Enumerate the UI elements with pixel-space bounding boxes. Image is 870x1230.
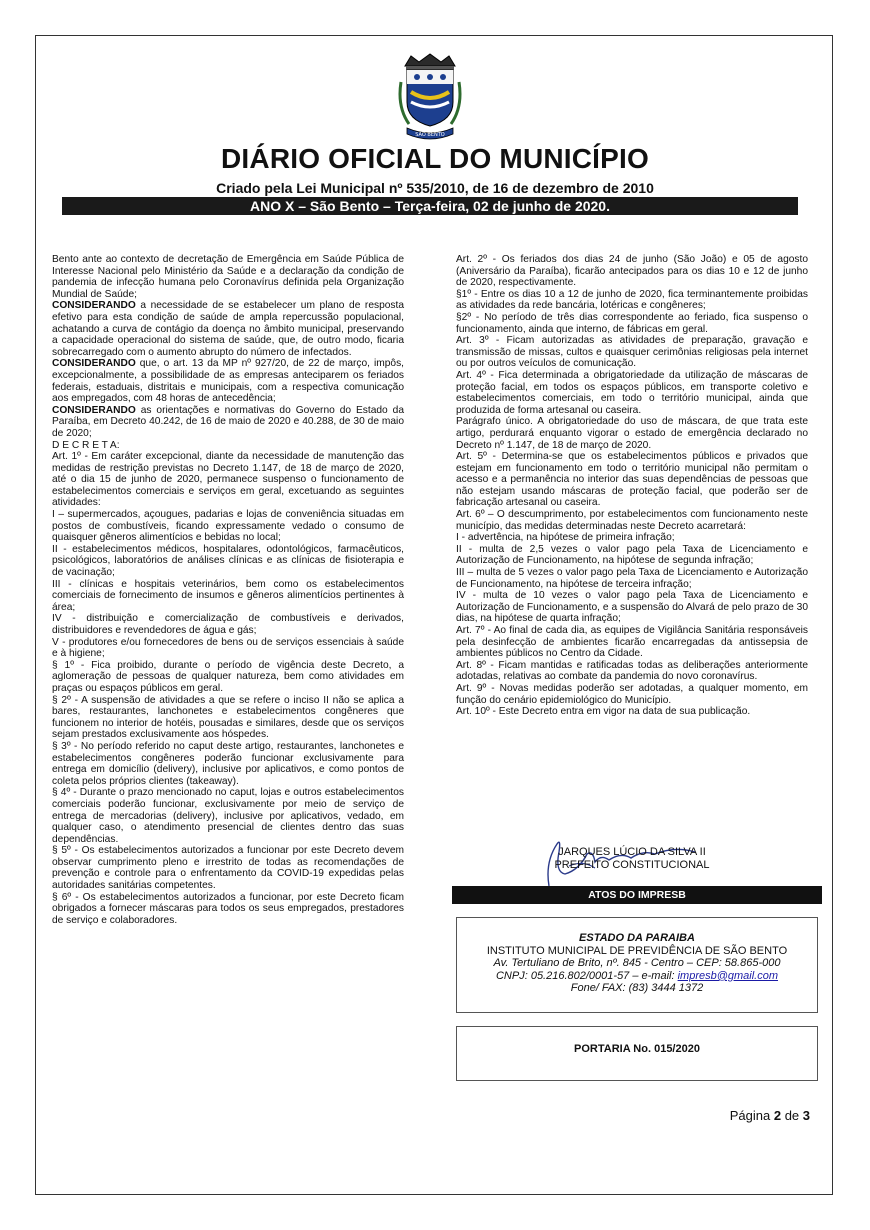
page-total: 3 bbox=[802, 1108, 810, 1123]
left-paragraph bbox=[52, 451, 404, 509]
page-number-middle: de bbox=[781, 1108, 803, 1123]
left-column bbox=[52, 254, 404, 926]
right-paragraph: Parágrafo único. A obrigatoriedade do uso de máscara, de que trata este artigo, perdurará enquanto vigorar o estado de emergência declarado no Decreto nº 1.147, de 18 de março de 2020. bbox=[456, 416, 808, 451]
right-paragraph: II - multa de 2,5 vezes o valor pago pela Taxa de Licenciamento e Autorização de Funcionamento, na hipótese de segunda infração; bbox=[456, 543, 808, 567]
paragraph-text: § 2º - A suspensão de atividades a que se refere o inciso II não se aplica a bares, restaurantes, lanchonetes e estabelecimentos congêneres que funcionem no interior de hotéis, pousadas e similares, desde que os serviços sejam prestados exclusivamente aos hóspedes. bbox=[52, 694, 404, 741]
left-paragraph bbox=[52, 613, 404, 636]
institute-name: INSTITUTO MUNICIPAL DE PREVIDÊNCIA DE SÃO BENTO bbox=[486, 944, 788, 957]
page-number bbox=[690, 1108, 810, 1123]
right-paragraph: III – multa de 5 vezes o valor pago pela Taxa de Licenciamento e Autorização de Funcionamento, na hipótese de terceira infração; bbox=[456, 567, 808, 590]
atos-banner: ATOS DO IMPRESB bbox=[452, 886, 822, 904]
municipal-crest-icon bbox=[397, 52, 463, 142]
cnpj-text: CNPJ: 05.216.802/0001-57 – e-mail: bbox=[495, 969, 678, 982]
paragraph-text: II - estabelecimentos médicos, hospitalares, odontológicos, farmacêuticos, psicológicos, laboratórios de análises clínicas e as clínicas de fisioterapia e de vacinação; bbox=[52, 543, 404, 579]
left-paragraph bbox=[52, 695, 404, 741]
right-paragraph: Art. 3º - Ficam autorizadas as atividades de preparação, gravação e transmissão de missas, cultos e quaisquer cerimônias religiosas pela internet ou por outros veículos de comunicação. bbox=[456, 335, 808, 370]
newspaper-title: DIÁRIO OFICIAL DO MUNICÍPIO bbox=[221, 143, 649, 174]
paragraph-text: que, o art. 13 da MP nº 927/20, de 22 de março, impôs, excepcionalmente, a possibilidade de as empresas anteciparem os feriados federais, estaduais, distritais e municipais, com a respectiva comunicação aos empregados, com 48 horas de antecedência; bbox=[52, 358, 404, 405]
right-paragraph: I - advertência, na hipótese de primeira infração; bbox=[456, 532, 675, 544]
considerando-keyword: CONSIDERANDO bbox=[52, 300, 136, 312]
right-paragraph: §2º - No período de três dias correspondente ao feriado, fica suspenso o funcionamento, ainda que interno, de fábricas em geral. bbox=[456, 311, 808, 335]
left-paragraph bbox=[52, 509, 404, 544]
paragraph-text: § 6º - Os estabelecimentos autorizados a funcionar, por este Decreto ficam obrigados a fornecer máscaras para todos os seus empregados, prestadores de serviço e colaboradores. bbox=[52, 891, 404, 926]
paragraph-text: IV - distribuição e comercialização de combustíveis e derivados, distribuidores e revendedores de água e gás; bbox=[52, 613, 404, 636]
email-link[interactable]: impresb@gmail.com bbox=[677, 969, 779, 982]
left-paragraph bbox=[52, 845, 404, 891]
edition-banner: ANO X – São Bento – Terça-feira, 02 de junho de 2020. bbox=[62, 197, 798, 215]
institute-contact bbox=[457, 970, 817, 983]
left-paragraph bbox=[52, 579, 404, 614]
portaria-title: PORTARIA No. 015/2020 bbox=[574, 1043, 700, 1055]
paragraph-text: § 1º - Fica proibido, durante o período de vigência deste Decreto, a aglomeração de pessoas de qualquer natureza, bem como atividades em praças ou espaços públicos em geral. bbox=[52, 659, 404, 694]
signature-block bbox=[456, 846, 808, 871]
portaria-box bbox=[456, 1026, 818, 1081]
mayor-role: PREFEITO CONSTITUCIONAL bbox=[554, 858, 710, 871]
left-paragraph bbox=[52, 300, 404, 358]
paragraph-text: as orientações e normativas do Governo do Estado da Paraíba, em Decreto 40.242, de 16 de maio de 2020 e 40.288, de 30 de maio de 2020; bbox=[52, 404, 404, 439]
right-paragraph: §1º - Entre os dias 10 a 12 de junho de 2020, fica terminantemente proibidas as atividades da rede bancária, lotéricas e congêneres; bbox=[456, 288, 808, 312]
considerando-keyword: CONSIDERANDO bbox=[52, 404, 136, 416]
right-paragraph: Art. 4º - Fica determinada a obrigatoriedade da utilização de máscaras de proteção facial, em todos os espaços públicos, em transporte coletivo e estabelecimentos comerciais, em todo o território municipal, ainda que produzida de forma artesanal ou caseira. bbox=[456, 369, 808, 416]
state-name: ESTADO DA PARAIBA bbox=[579, 932, 695, 944]
left-paragraph bbox=[52, 660, 404, 695]
left-paragraph bbox=[52, 358, 404, 404]
impresb-box bbox=[456, 917, 818, 1013]
page-current: 2 bbox=[773, 1108, 782, 1123]
left-paragraph bbox=[52, 741, 404, 787]
newspaper-subtitle: Criado pela Lei Municipal nº 535/2010, de 16 de dezembro de 2010 bbox=[216, 180, 654, 196]
mayor-name: JARQUES LÚCIO DA SILVA II bbox=[558, 846, 706, 858]
right-column bbox=[456, 254, 808, 718]
right-paragraph: Art. 8º - Ficam mantidas e ratificadas todas as deliberações anteriormente adotadas, relativas ao combate da pandemia do novo coronavírus. bbox=[456, 659, 808, 683]
right-paragraph: Art. 6º – O descumprimento, por estabelecimentos com funcionamento neste município, das medidas determinadas neste Decreto acarretará: bbox=[456, 509, 808, 532]
considerando-keyword: CONSIDERANDO bbox=[52, 358, 136, 370]
right-paragraph: Art. 5º - Determina-se que os estabelecimentos públicos e privados que estejam em funcionamento em todo o território municipal não permitam o acesso e a permanência no interior das suas dependências de pessoas que não estejam usando máscaras de proteção facial, que poderão ser de fabricação artesanal ou caseira. bbox=[456, 451, 808, 509]
right-paragraph: Art. 7º - Ao final de cada dia, as equipes de Vigilância Sanitária responsáveis pela desinfecção de ambientes ficarão encarregadas da antissepsia de ambientes públicos no Centro da Cidade. bbox=[456, 625, 808, 660]
paragraph-text: D E C R E T A: bbox=[52, 439, 120, 451]
left-paragraph bbox=[52, 637, 404, 660]
paragraph-text: I – supermercados, açougues, padarias e lojas de conveniência situadas em postos de combustíveis, ficando expressamente vedado o consumo de quaisquer gêneros alimentícios e bebidas no local; bbox=[52, 509, 404, 544]
paragraph-text: III - clínicas e hospitais veterinários, bem como os estabelecimentos comerciais de fornecimento de insumos e gêneros alimentícios pertinentes à área; bbox=[52, 578, 404, 613]
paragraph-text: Art. 1º - Em caráter excepcional, diante da necessidade de manutenção das medidas de restrição previstas no Decreto 1.147, de 18 de março de 2020, até o dia 15 de junho de 2020, permanece suspenso o funcionamento de estabelecimentos comerciais e serviços em geral, excetuando as seguintes atividades: bbox=[52, 451, 404, 509]
left-paragraph bbox=[52, 544, 404, 579]
right-paragraph: Art. 10º - Este Decreto entra em vigor na data de sua publicação. bbox=[456, 706, 751, 718]
paragraph-text: V - produtores e/ou fornecedores de bens ou de serviços essenciais à saúde e à higiene; bbox=[52, 636, 404, 660]
right-paragraph: IV - multa de 10 vezes o valor pago pela Taxa de Licenciamento e Autorização de Funcionamento, e a suspensão do Alvará de pelo prazo de 30 dias, na hipótese de quarta infração; bbox=[456, 590, 808, 625]
paragraph-text: a necessidade de se estabelecer um plano de resposta efetivo para esta condição de saúde de ampla repercussão populacional, achatando a curva de contágio da doença no âmbito municipal, preservando a capacidade operacional do sistema de saúde, que, de outro modo, ficaria sobrecarregado com o aumento abrupto do número de infectados. bbox=[52, 300, 404, 358]
svg-text:SÃO BENTO: SÃO BENTO bbox=[415, 132, 445, 138]
institute-phone: Fone/ FAX: (83) 3444 1372 bbox=[570, 982, 704, 995]
paragraph-text: § 3º - No período referido no caput deste artigo, restaurantes, lanchonetes e estabelecimentos congêneres poderão funcionar exclusivamente para entrega em domicílio (delivery), inclusive por aplicativos, e como pontos de coleta pelos próprios clientes (takeaway). bbox=[52, 740, 404, 787]
paragraph-text: § 4º - Durante o prazo mencionado no caput, lojas e outros estabelecimentos comerciais poderão funcionar, exclusivamente por meio de serviço de entrega de mercadorias (delivery), inclusive por aplicativos, vedado, em qualquer caso, o atendimento presencial de clientes dentro das suas dependências. bbox=[52, 787, 404, 845]
left-paragraph bbox=[52, 254, 404, 300]
institute-address: Av. Tertuliano de Brito, nº. 845 - Centro – CEP: 58.865-000 bbox=[493, 957, 781, 970]
page-number-prefix: Página bbox=[729, 1108, 774, 1123]
paragraph-text: § 5º - Os estabelecimentos autorizados a funcionar por este Decreto devem observar cumprimento pleno e irrestrito de todas as recomendações de prevenção e controle para o enfrentamento da COVID-19 expedidas pelas autoridades sanitárias competentes. bbox=[52, 845, 404, 892]
right-paragraph: Art. 2º - Os feriados dos dias 24 de junho (São João) e 05 de agosto (Aniversário da Paraíba), ficarão antecipados para os dias 10 e 12 de junho de 2020, respectivamente. bbox=[456, 254, 808, 289]
left-paragraph bbox=[52, 440, 404, 452]
left-paragraph bbox=[52, 787, 404, 845]
left-paragraph bbox=[52, 892, 404, 927]
paragraph-text: Bento ante ao contexto de decretação de Emergência em Saúde Pública de Interesse Nacional pelo Ministério da Saúde e a declaração da condição de pandemia de infecção humana pelo Coronavírus definida pela Organização Mundial de Saúde; bbox=[52, 254, 404, 300]
left-paragraph bbox=[52, 405, 404, 440]
right-paragraph: Art. 9º - Novas medidas poderão ser adotadas, a qualquer momento, em função do cenário epidemiológico do Município. bbox=[456, 682, 808, 706]
